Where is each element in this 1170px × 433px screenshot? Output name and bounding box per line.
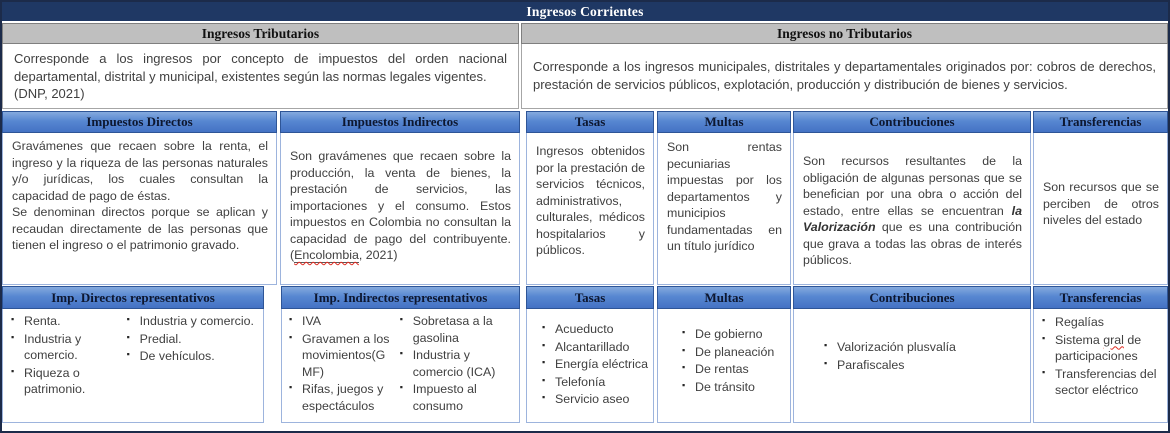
list-item: ▪ Parafiscales xyxy=(824,357,1026,374)
definition-text: Son gravámenes que recaen sobre la producción, la venta de bienes, la prestación de servicios, las importaciones y el consumo. Estos impuestos en Colombia no consultan la capacidad de pago del contribuyente.( xyxy=(290,149,511,262)
header-imp-directos-representativos xyxy=(2,286,264,309)
spellcheck-word: gral xyxy=(1103,332,1124,347)
list-item: ▪ De gobierno xyxy=(682,326,786,343)
list-item: ▪ Acueducto xyxy=(542,321,649,338)
header-multas-definicion xyxy=(657,111,791,133)
list-item: ▪ IVA xyxy=(289,313,400,330)
header-label: Impuestos Indirectos xyxy=(341,114,459,129)
definition-text: Son rentas pecuniarias impuestas por los departamentos y municipios fundamentadas en un título jurídico xyxy=(667,140,782,253)
header-ingresos-tributarios xyxy=(2,23,519,44)
list-imp-directos-representativos xyxy=(2,309,264,423)
citation: (DNP, 2021) xyxy=(14,86,85,102)
header-tasas-definicion xyxy=(526,111,654,133)
header-imp-indirectos-representativos xyxy=(281,286,520,309)
definition-text: Se denominan directos porque se aplican y recaudan directamente de las personas que tienen el ingreso o el patrimonio gravado. xyxy=(12,205,268,252)
definition-text: Ingresos obtenidos por la prestación de servicios técnicos, administrativos, culturales, médicos hospitalarios y públicos. xyxy=(536,144,645,257)
list-imp-indirectos-representativos xyxy=(281,309,520,423)
header-label: Transferencias xyxy=(1059,289,1142,305)
definition-text: Son recursos resultantes de la obligación de algunas personas que se benefician por una obra o acción del estado, entre ellas se encuentran xyxy=(803,154,1022,218)
list-item: ▪ Regalías xyxy=(1042,314,1162,331)
definition-text: que es una contribución que grava a todas las obras de interés públicos. xyxy=(803,220,1022,267)
header-tasas-lista xyxy=(526,286,654,309)
description-ingresos-tributarios xyxy=(2,44,519,109)
bullet-list xyxy=(127,313,257,399)
list-item: ▪ Valorización plusvalía xyxy=(824,339,1026,356)
list-multas xyxy=(657,309,791,423)
header-label: Imp. Indirectos representativos xyxy=(313,289,488,305)
list-item: ▪ Gravamen a los movimientos(G MF) xyxy=(289,331,400,381)
header-label: Ingresos no Tributarios xyxy=(776,25,913,41)
list-item: ▪ Energía eléctrica xyxy=(542,356,649,373)
description-text: Corresponde a los ingresos por concepto de impuestos del orden nacional departamental, distrital y municipal, existentes según las normas legales vigentes. xyxy=(14,51,507,84)
definition-impuestos-directos xyxy=(2,133,277,285)
bullet-list xyxy=(542,321,649,408)
definition-text: Son recursos que se perciben de otros niveles del estado xyxy=(1043,180,1159,227)
list-item: ▪ De rentas xyxy=(682,361,786,378)
list-item: ▪ Alcantarillado xyxy=(542,339,649,356)
definition-text: , 2021) xyxy=(358,248,398,262)
header-label: Multas xyxy=(704,289,744,305)
title-bar xyxy=(2,2,1168,21)
list-item: ▪ Telefonía xyxy=(542,374,649,391)
header-label: Tasas xyxy=(574,289,606,305)
definition-transferencias xyxy=(1033,133,1168,285)
header-label: Tasas xyxy=(574,114,606,129)
header-ingresos-no-tributarios xyxy=(521,23,1168,44)
list-item: ▪ Industria y comercio. xyxy=(11,331,127,364)
valorizacion-emphasis: la Valorización xyxy=(803,203,1022,234)
header-label: Contribuciones xyxy=(869,289,955,305)
header-label: Multas xyxy=(704,114,744,129)
list-item: ▪ Riqueza o patrimonio. xyxy=(11,365,127,398)
definition-multas xyxy=(657,133,791,285)
list-item: ▪ De vehículos. xyxy=(127,348,257,365)
list-item-text: Sistema xyxy=(1055,332,1104,347)
list-item: ▪ De tránsito xyxy=(682,379,786,396)
list-item: ▪ Rifas, juegos y espectáculos xyxy=(289,381,400,414)
header-impuestos-directos xyxy=(2,111,277,133)
list-tasas xyxy=(526,309,654,423)
list-item: ▪ De planeación xyxy=(682,344,786,361)
list-transferencias xyxy=(1033,309,1168,423)
encolombia-link[interactable]: Encolombia xyxy=(294,248,359,262)
list-item: ▪ Industria y comercio. xyxy=(127,313,257,330)
list-item: ▪ Servicio aseo xyxy=(542,391,649,408)
bullet-list xyxy=(11,313,127,399)
list-item: ▪ Renta. xyxy=(11,313,127,330)
header-label: Contribuciones xyxy=(869,114,955,129)
bullet-list xyxy=(682,326,786,395)
header-impuestos-indirectos xyxy=(280,111,520,133)
header-transferencias-lista xyxy=(1033,286,1168,309)
list-item: ▪ Transferencias del sector eléctrico xyxy=(1042,366,1162,399)
header-contribuciones-lista xyxy=(793,286,1031,309)
description-text: Corresponde a los ingresos municipales, distritales y departamentales originados por: cobros de derechos, prestación de servicios públicos, explotación, producción y distribución de bienes y servicios. xyxy=(533,59,1156,92)
header-contribuciones-definicion xyxy=(793,111,1031,133)
bullet-list xyxy=(1042,314,1162,399)
header-label: Transferencias xyxy=(1059,114,1142,129)
header-label: Ingresos Tributarios xyxy=(201,25,320,41)
list-item: ▪ Industria y comercio (ICA) xyxy=(400,347,515,380)
list-item xyxy=(1042,332,1162,365)
header-multas-lista xyxy=(657,286,791,309)
header-label: Impuestos Directos xyxy=(86,114,193,129)
definition-text: Gravámenes que recaen sobre la renta, el ingreso y la riqueza de las personas naturales y/o jurídicas, los cuales consultan la capacidad de pago de éstas. xyxy=(12,139,268,203)
header-label: Imp. Directos representativos xyxy=(51,289,215,305)
definition-contribuciones xyxy=(793,133,1031,285)
list-item-text: de participaciones xyxy=(1055,332,1142,363)
list-item: ▪ Predial. xyxy=(127,331,257,348)
list-item: ▪ Impuesto al consumo xyxy=(400,381,515,414)
definition-tasas xyxy=(526,133,654,285)
bullet-list xyxy=(824,339,1026,373)
header-transferencias-definicion xyxy=(1033,111,1168,133)
description-ingresos-no-tributarios xyxy=(521,44,1168,109)
definition-impuestos-indirectos xyxy=(280,133,520,285)
bullet-list xyxy=(400,313,515,415)
page-title: Ingresos Corrientes xyxy=(526,3,644,19)
list-contribuciones xyxy=(793,309,1031,423)
bullet-list xyxy=(289,313,400,415)
list-item: ▪ Sobretasa a la gasolina xyxy=(400,313,515,346)
